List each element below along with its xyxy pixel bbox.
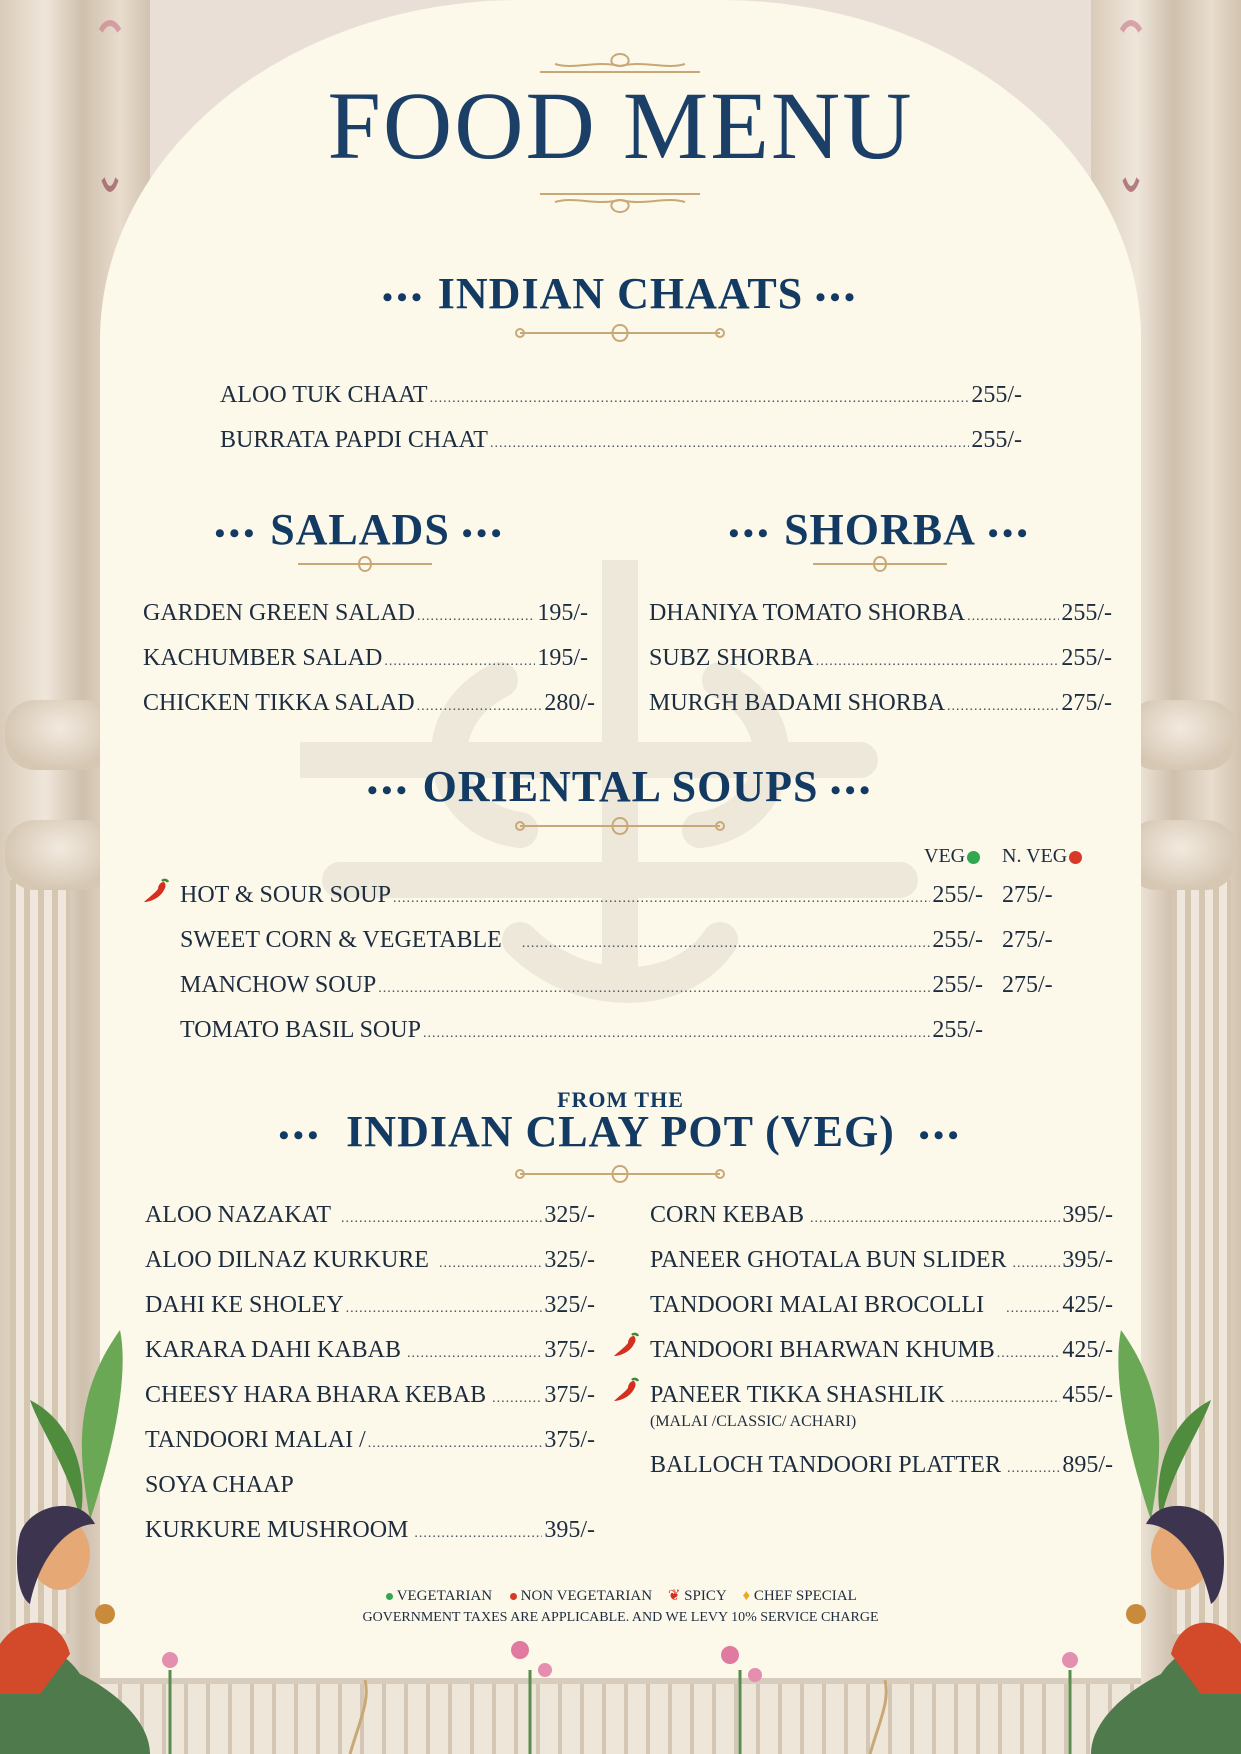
chili-icon: ❦ [667, 1588, 681, 1604]
menu-item: DAHI KE SHOLEY ..... 325/- [145, 1290, 595, 1324]
menu-item-nonveg-price: 275/- [1002, 972, 1053, 998]
nonveg-dot-icon [510, 1593, 517, 1600]
flourish-icon [290, 554, 440, 574]
menu-item: CHEESY HARA BHARA KEBAB ..... 375/- [145, 1380, 595, 1414]
menu-item-nonveg-price: 275/- [1002, 882, 1053, 908]
section-heading-shorba: ••• SHORBA ••• [728, 505, 1032, 554]
menu-item: MANCHOW SOUP ..... 255/- [180, 970, 983, 1004]
menu-item: ALOO DILNAZ KURKURE ..... 325/- [145, 1245, 595, 1279]
menu-item: DHANIYA TOMATO SHORBA ..... 255/- [649, 598, 1112, 632]
menu-item: TANDOORI BHARWAN KHUMB ..... 425/- [650, 1335, 1113, 1369]
woman-illustration-icon [0, 1494, 160, 1754]
flourish-icon [535, 186, 705, 216]
menu-item: TOMATO BASIL SOUP ..... 255/- [180, 1015, 983, 1049]
banana-leaf-icon [1101, 1320, 1211, 1520]
menu-item: PANEER TIKKA SHASHLIK ..... 455/- [650, 1380, 1113, 1414]
menu-item: ALOO NAZAKAT ..... 325/- [145, 1200, 595, 1234]
chili-icon [142, 878, 170, 906]
menu-item: CORN KEBAB ..... 395/- [650, 1200, 1113, 1234]
menu-item-nonveg-price: 275/- [1002, 927, 1053, 953]
banana-leaf-icon [30, 1320, 140, 1520]
legend: VEGETARIAN NON VEGETARIAN ❦ SPICY ♦ CHEF SPECIAL [0, 1586, 1241, 1605]
menu-item: SUBZ SHORBA ..... 255/- [649, 643, 1112, 677]
menu-item-variants: (MALAI /CLASSIC/ ACHARI) [650, 1413, 857, 1430]
menu-item: KACHUMBER SALAD ..... 195/- [143, 643, 588, 677]
column-header-nonveg: N. VEG [1002, 845, 1082, 868]
menu-item: GARDEN GREEN SALAD ..... 195/- [143, 598, 588, 632]
section-pre-heading: FROM THE [557, 1087, 684, 1112]
flourish-icon [510, 1163, 730, 1185]
flourish-icon [805, 554, 955, 574]
section-heading-clay-pot: ••• INDIAN CLAY POT (VEG) ••• [278, 1107, 963, 1156]
menu-item: ALOO TUK CHAAT ..... 255/- [220, 380, 1022, 414]
menu-item: SOYA CHAAP [145, 1472, 294, 1498]
flower-border-icon [150, 1630, 1090, 1754]
menu-item: SWEET CORN & VEGETABLE ..... 255/- [180, 925, 983, 959]
menu-item: KURKURE MUSHROOM ..... 395/- [145, 1515, 595, 1549]
woman-illustration-icon [1081, 1494, 1241, 1754]
veg-dot-icon [386, 1593, 393, 1600]
menu-item: PANEER GHOTALA BUN SLIDER ..... 395/- [650, 1245, 1113, 1279]
page-title: FOOD MENU [327, 72, 914, 179]
section-heading-indian-chaats: ••• INDIAN CHAATS ••• [382, 269, 859, 318]
nonveg-dot-icon [1069, 851, 1082, 864]
menu-item: TANDOORI MALAI BROCOLLI ..... 425/- [650, 1290, 1113, 1324]
veg-dot-icon [967, 851, 980, 864]
menu-item: TANDOORI MALAI / ..... 375/- [145, 1425, 595, 1459]
section-heading-salads: ••• SALADS ••• [214, 505, 506, 554]
menu-item: HOT & SOUR SOUP ..... 255/- [180, 880, 983, 914]
menu-item: CHICKEN TIKKA SALAD ..... 280/- [143, 688, 595, 722]
section-heading-oriental-soups: ••• ORIENTAL SOUPS ••• [367, 762, 874, 811]
menu-item: BURRATA PAPDI CHAAT ..... 255/- [220, 425, 1022, 459]
chili-icon [612, 1332, 640, 1360]
column-header-veg: VEG [924, 845, 980, 868]
flourish-icon [510, 322, 730, 344]
menu-item: KARARA DAHI KABAB ..... 375/- [145, 1335, 595, 1369]
chili-icon [612, 1377, 640, 1405]
menu-item: BALLOCH TANDOORI PLATTER ..... 895/- [650, 1450, 1113, 1484]
tax-note: GOVERNMENT TAXES ARE APPLICABLE. AND WE LEVY 10% SERVICE CHARGE [362, 1610, 879, 1625]
flourish-icon [510, 815, 730, 837]
chef-special-icon: ♦ [742, 1588, 751, 1604]
menu-item: MURGH BADAMI SHORBA ..... 275/- [649, 688, 1112, 722]
